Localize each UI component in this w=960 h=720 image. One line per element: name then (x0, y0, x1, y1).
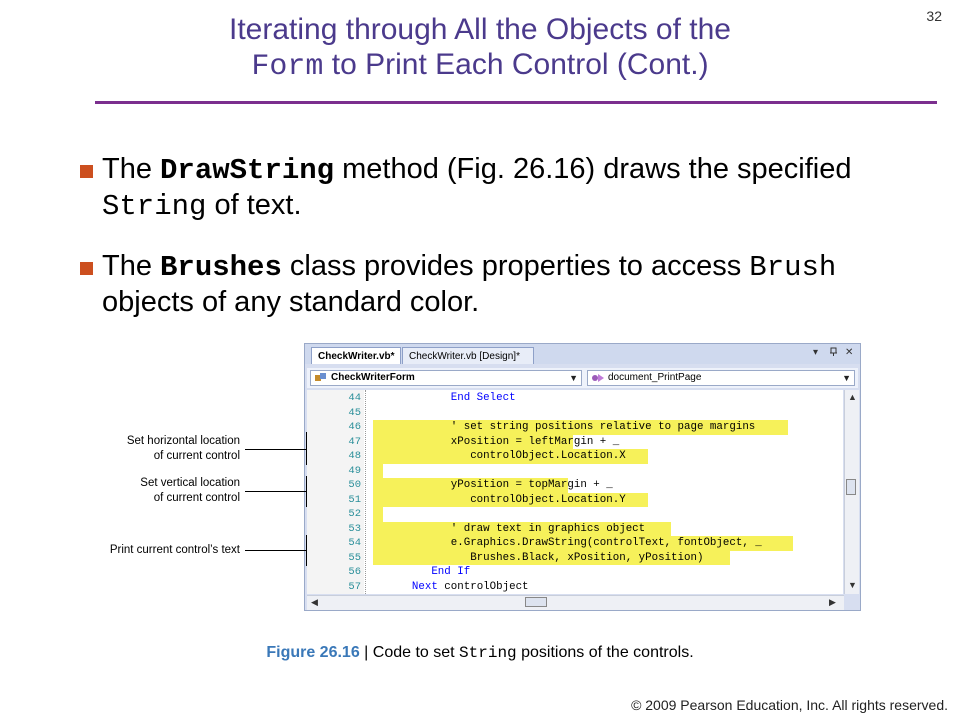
bullet-marker-icon (80, 262, 93, 275)
bullet-code: String (102, 190, 207, 223)
bullet-text-part: objects of any standard color. (102, 286, 480, 318)
code-text: controlObject.Location.Y (373, 493, 626, 506)
code-text: ' draw text in graphics object (373, 522, 646, 535)
code-line (307, 507, 843, 522)
line-number: 46 (348, 421, 361, 433)
line-number: 50 (348, 479, 361, 491)
caption-text: | Code to set (359, 644, 460, 661)
code-area[interactable] (307, 390, 843, 594)
code-line (307, 493, 843, 508)
bullet-code: DrawString (160, 154, 335, 187)
code-highlight (373, 464, 383, 479)
callout-bracket (306, 476, 307, 507)
chevron-down-icon: ▼ (842, 373, 851, 383)
code-text: xPosition = leftMargin + _ (373, 435, 620, 448)
close-icon[interactable]: ✕ (845, 347, 854, 358)
callout-horizontal-location: Set horizontal location of current control (126, 435, 240, 462)
bullet-marker-icon (80, 165, 93, 178)
code-text: e.Graphics.DrawString(controlText, fontObject, _ (373, 537, 762, 549)
horizontal-scroll-thumb[interactable] (525, 597, 547, 607)
code-line (307, 391, 843, 406)
line-number: 49 (348, 464, 361, 477)
method-dropdown-value: document_PrintPage (608, 372, 702, 383)
caption-text: positions of the controls. (516, 644, 694, 661)
code-line (307, 406, 843, 421)
method-icon (592, 373, 604, 383)
line-number: 55 (348, 551, 361, 564)
scroll-right-icon[interactable]: ▶ (829, 597, 836, 607)
scroll-up-icon[interactable]: ▲ (848, 392, 857, 402)
code-line (307, 435, 843, 450)
bullet-text-part: class provides properties to access (281, 250, 750, 282)
title-line-1: Iterating through All the Objects of the (229, 13, 731, 46)
line-number: 53 (348, 522, 361, 535)
line-number: 44 (348, 392, 361, 404)
bullet-text (102, 152, 932, 224)
scroll-down-icon[interactable]: ▼ (848, 580, 857, 590)
code-editor-window (304, 343, 861, 611)
code-line (307, 551, 843, 566)
tab-checkwriter-design[interactable]: CheckWriter.vb [Design]* (402, 347, 534, 364)
bullet-code: Brushes (160, 251, 282, 284)
line-number: 52 (348, 508, 361, 520)
bullet-code: Brush (749, 251, 837, 284)
code-line (307, 565, 843, 580)
vertical-scroll-thumb[interactable] (846, 479, 856, 495)
code-text: controlObject.Location.X (373, 450, 626, 462)
line-number: 56 (348, 566, 361, 578)
code-highlight (373, 507, 383, 522)
title-divider (95, 101, 937, 104)
title-rest: to Print Each Control (Cont.) (323, 48, 709, 81)
line-number: 51 (348, 493, 361, 506)
chevron-down-icon: ▼ (569, 373, 578, 383)
code-text: End Select (450, 392, 516, 404)
slide-number: 32 (926, 8, 942, 24)
title-line-2 (90, 47, 870, 85)
bullet-text (102, 249, 932, 320)
line-number: 48 (348, 450, 361, 462)
line-number: 45 (348, 406, 361, 419)
callout-bracket (306, 535, 307, 566)
code-text: Brushes.Black, xPosition, yPosition) (373, 551, 704, 564)
code-text: ' set string positions relative to page margins (373, 421, 756, 433)
scroll-left-icon[interactable]: ◀ (311, 597, 318, 607)
bullet-text-part: of text. (206, 189, 302, 221)
pin-icon[interactable] (829, 347, 838, 360)
slide-title (90, 12, 870, 85)
code-text: Next controlObject (411, 580, 529, 593)
callout-print-text: Print current control’s text (109, 544, 240, 556)
caption-code: String (459, 644, 517, 662)
code-line (307, 478, 843, 493)
title-code: Form (251, 50, 324, 84)
class-icon (315, 373, 327, 383)
horizontal-scrollbar[interactable] (307, 595, 844, 610)
bullet-text-part: The (102, 250, 161, 282)
callout-bracket (306, 432, 307, 465)
callout-vertical-location: Set vertical location of current control (140, 477, 240, 504)
code-line (307, 522, 843, 537)
line-number: 54 (348, 537, 361, 549)
tab-checkwriter-vb[interactable]: CheckWriter.vb* (311, 347, 401, 364)
code-text: End If (431, 566, 471, 578)
editor-tab-bar (305, 344, 860, 364)
dropdown-triangle-icon[interactable]: ▾ (813, 347, 819, 358)
bullet-text-part: The (102, 153, 161, 185)
callout-leader-line (245, 449, 307, 450)
figure-caption (0, 644, 960, 662)
code-text: yPosition = topMargin + _ (373, 479, 613, 491)
class-dropdown[interactable] (310, 370, 582, 386)
code-line (307, 420, 843, 435)
code-line (307, 464, 843, 479)
figure-label: Figure 26.16 (266, 644, 360, 661)
code-line (307, 449, 843, 464)
class-dropdown-value: CheckWriterForm (331, 372, 415, 383)
method-dropdown[interactable] (587, 370, 855, 386)
callout-leader-line (245, 491, 307, 492)
code-line (307, 536, 843, 551)
code-line (307, 580, 843, 595)
navigation-bar (307, 368, 858, 388)
line-number: 47 (348, 435, 361, 448)
copyright-notice: © 2009 Pearson Education, Inc. All rights reserved. (631, 697, 948, 713)
line-number: 57 (348, 580, 361, 593)
bullet-text-part: method (Fig. 26.16) draws the specified (334, 153, 852, 185)
callout-leader-line (245, 550, 307, 551)
